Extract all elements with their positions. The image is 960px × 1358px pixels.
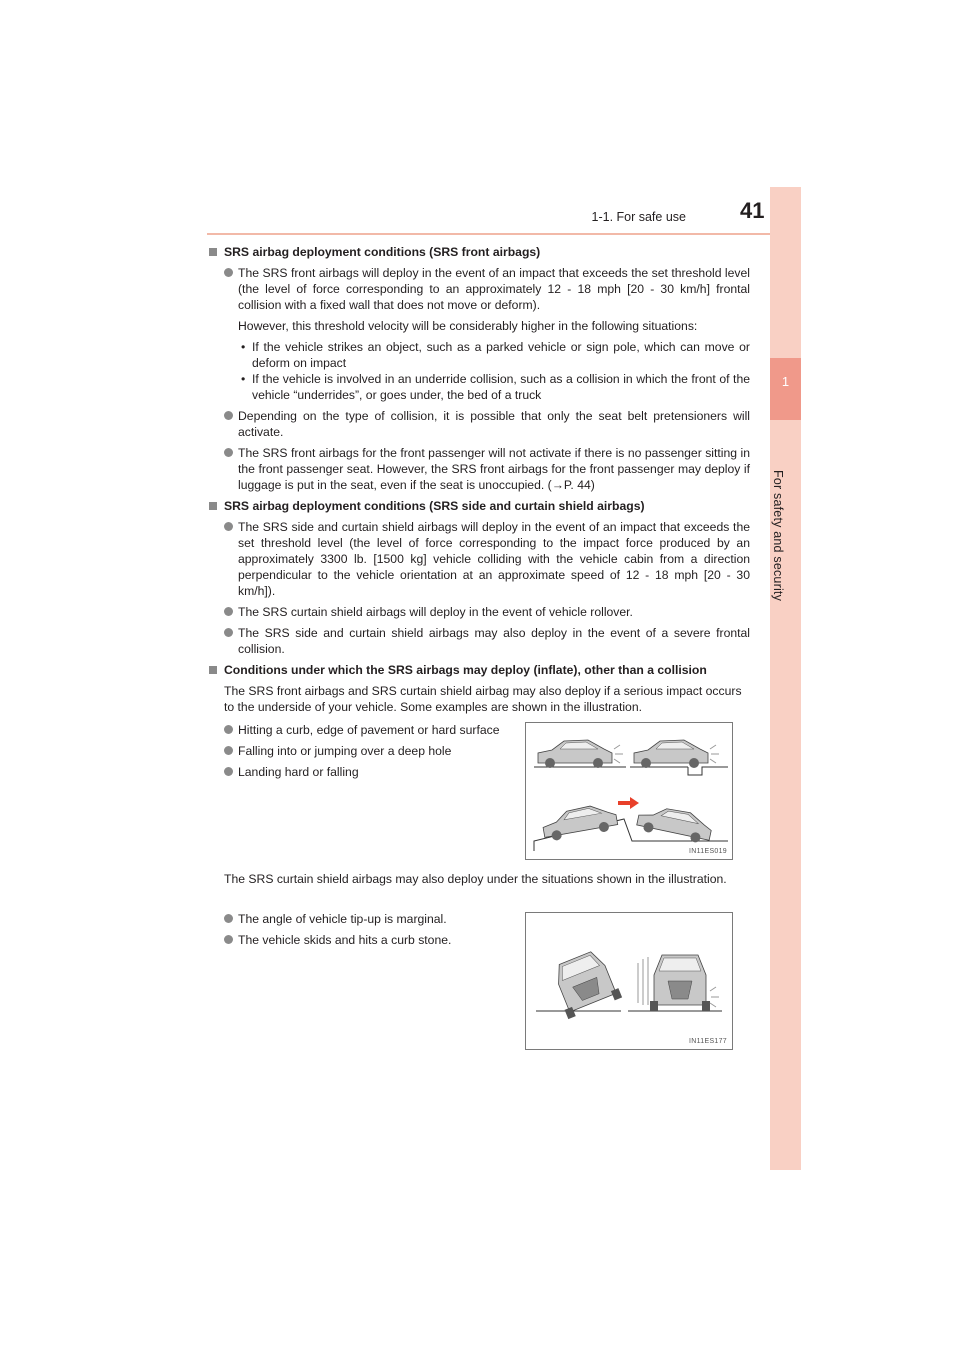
bullet-dot-icon: [224, 268, 233, 277]
sub-item: • If the vehicle strikes an object, such as a parked vehicle or sign pole, which can move or deform on impact: [241, 340, 750, 370]
sub-item: • If the vehicle is involved in an underride collision, such as a collision in which the front of the vehicle “underrides”, or goes under, the bed of a truck: [241, 372, 750, 402]
list-item: The vehicle skids and hits a curb stone.: [207, 932, 507, 948]
motion-arrow-icon: [618, 797, 639, 809]
chapter-number: 1: [781, 374, 790, 389]
bullet-item: The SRS front airbags for the front passenger will not activate if there is no passenger sitting in the front passenger seat. However, the SRS front airbags for the front passenger may deploy if luggage is put in the seat, even if the seat is unoccupied. (→P. 44): [207, 445, 750, 493]
square-bullet-icon: [209, 248, 217, 256]
car-curb-icon: [538, 740, 623, 768]
bullet-dot-icon: [224, 767, 233, 776]
chapter-side-tab: [770, 187, 801, 1170]
section-label: 1-1. For safe use: [591, 210, 686, 224]
sub-bullet-icon: •: [241, 340, 246, 354]
paragraph: The SRS front airbags and SRS curtain shield airbag may also deploy if a serious impact occurs to the underside of your vehicle. Some examples are shown in the illustration.: [224, 684, 742, 714]
chapter-number-box: [770, 358, 801, 420]
sub-bullet-icon: •: [241, 372, 246, 386]
bullet-dot-icon: [224, 411, 233, 420]
bullet-item: The SRS side and curtain shield airbags will deploy in the event of an impact that exceeds the set threshold level (the level of force corresponding to the impact force produced by an approximately 3300 lb. [1500 kg] vehicle colliding with the vehicle cabin from a direction perpendicular to the vehicle orientation at an approximate speed of 12 - 18 mph [20 - 30 km/h]).: [207, 519, 750, 599]
square-bullet-icon: [209, 666, 217, 674]
figure-label: IN11ES177: [689, 1038, 727, 1045]
list-item: Landing hard or falling: [207, 764, 507, 780]
list-item: Falling into or jumping over a deep hole: [207, 743, 507, 759]
curtain-intro-paragraph: The SRS curtain shield airbags may also deploy under the situations shown in the illustration.: [224, 872, 727, 886]
chapter-title: For safety and security: [771, 470, 785, 602]
car-tipped-icon: [548, 947, 622, 1019]
heading-front-airbags: SRS airbag deployment conditions (SRS front airbags): [207, 244, 750, 260]
figure-label: IN11ES019: [689, 848, 727, 855]
bullet-item: The SRS curtain shield airbags will deploy in the event of vehicle rollover.: [207, 604, 750, 620]
bullet-dot-icon: [224, 522, 233, 531]
curtain-examples-list: [207, 911, 507, 953]
deploy-examples-list: [207, 722, 507, 785]
figure-tip-up-skid: [525, 912, 733, 1050]
car-landing-icon: [636, 802, 714, 845]
heading-other-conditions: Conditions under which the SRS airbags may deploy (inflate), other than a collision: [207, 662, 750, 678]
paragraph: However, this threshold velocity will be considerably higher in the following situations:: [238, 319, 698, 333]
underbody-impact-illustration: [526, 723, 732, 859]
list-item: Hitting a curb, edge of pavement or hard surface: [207, 722, 507, 738]
tip-up-skid-illustration: [526, 913, 732, 1049]
bullet-dot-icon: [224, 746, 233, 755]
car-hole-icon: [634, 740, 719, 768]
bullet-item: Depending on the type of collision, it is possible that only the seat belt pretensioners will activate.: [207, 408, 750, 440]
bullet-dot-icon: [224, 628, 233, 637]
heading-side-airbags: SRS airbag deployment conditions (SRS side and curtain shield airbags): [207, 498, 750, 514]
list-item: The angle of vehicle tip-up is marginal.: [207, 911, 507, 927]
bullet-dot-icon: [224, 607, 233, 616]
square-bullet-icon: [209, 502, 217, 510]
bullet-dot-icon: [224, 725, 233, 734]
figure-underbody-impact: [525, 722, 733, 860]
car-skid-icon: [638, 955, 719, 1011]
bullet-item: The SRS front airbags will deploy in the event of an impact that exceeds the set threshold level (the level of force corresponding to an approximately 12 - 18 mph [20 - 30 km/h] frontal collision with a fixed wall that does not move or deform).: [207, 265, 750, 313]
bullet-dot-icon: [224, 914, 233, 923]
page-number: 41: [740, 198, 765, 223]
car-jumping-icon: [541, 802, 619, 842]
header-rule: [207, 233, 801, 235]
main-content: [207, 244, 750, 720]
bullet-dot-icon: [224, 448, 233, 457]
bullet-dot-icon: [224, 935, 233, 944]
bullet-item: The SRS side and curtain shield airbags may also deploy in the event of a severe frontal collision.: [207, 625, 750, 657]
